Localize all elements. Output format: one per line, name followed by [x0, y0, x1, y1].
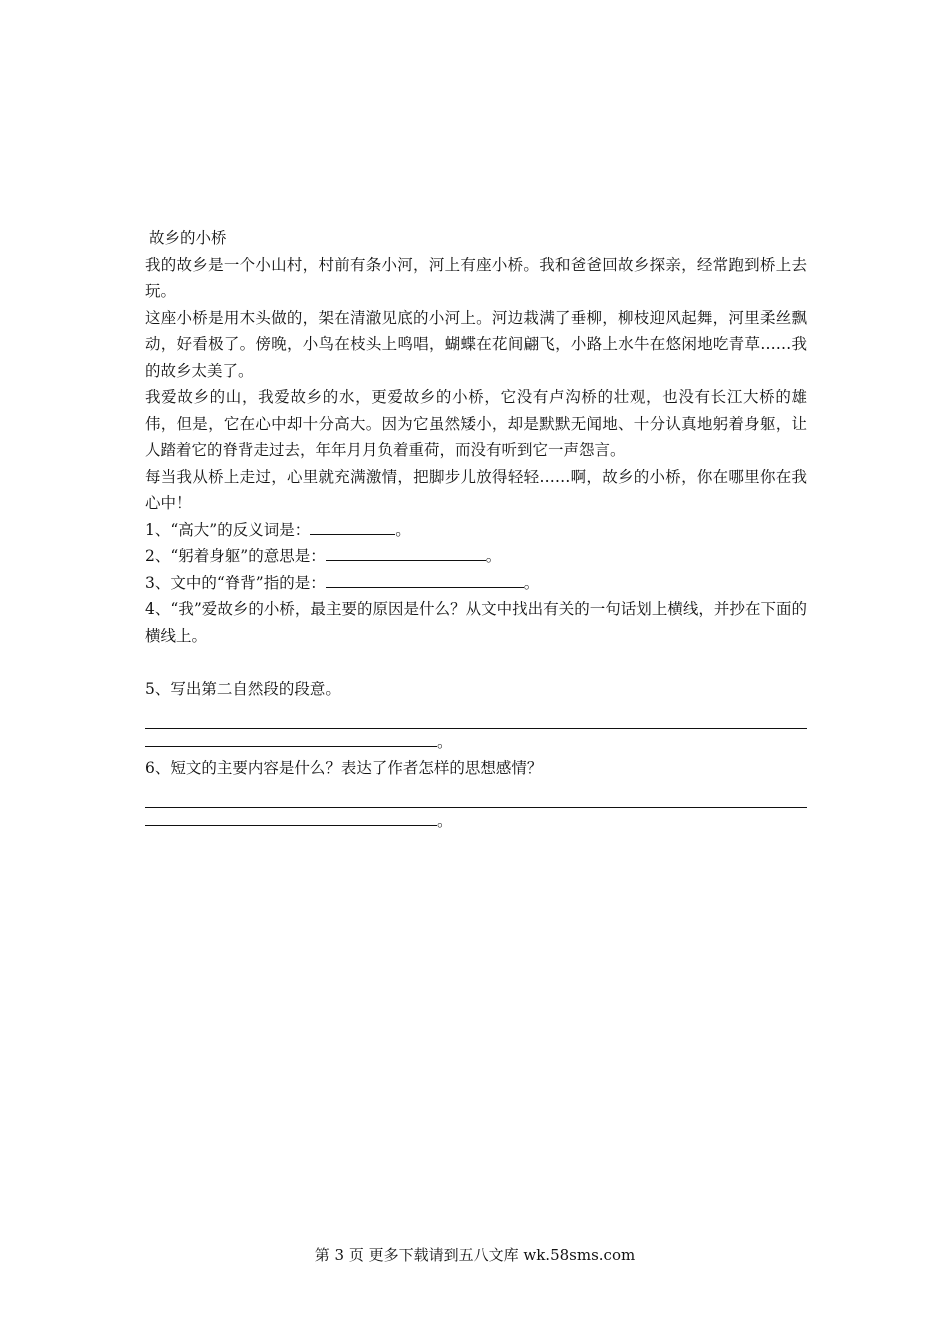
- question-1-text: 1、“高大”的反义词是：: [145, 520, 311, 539]
- answer-blank-2[interactable]: [326, 545, 486, 561]
- article-paragraph-3: 我爱故乡的山，我爱故乡的水，更爱故乡的小桥，它没有卢沟桥的壮观，也没有长江大桥的雄伟，但是，它在心中却十分高大。因为它虽然矮小，却是默默无闻地、十分认真地躬着身躯，让人踏着它的脊背走过去，年年月月负着重荷，而没有听到它一声怨言。: [145, 388, 807, 459]
- question-6: 6、短文的主要内容是什么？表达了作者怎样的思想感情？: [145, 759, 543, 777]
- spacer: [145, 649, 807, 676]
- question-2: [145, 543, 807, 570]
- question-3-end: 。: [523, 573, 540, 592]
- answer-line-6b[interactable]: [145, 810, 437, 826]
- answer-line-5b[interactable]: [145, 731, 437, 747]
- answer-blank-1[interactable]: [310, 519, 395, 535]
- question-3: [145, 570, 807, 597]
- article-paragraph-1: 我的故乡是一个小山村，村前有条小河，河上有座小桥。我和爸爸回故乡探亲，经常跑到桥上去玩。: [145, 255, 807, 300]
- answer-line-6b-end: 。: [437, 812, 453, 830]
- answer-line-5b-end: 。: [437, 732, 453, 751]
- question-1-end: 。: [395, 520, 411, 539]
- article-title: 故乡的小桥: [149, 229, 227, 247]
- question-2-end: 。: [485, 547, 502, 565]
- worksheet: [145, 225, 807, 835]
- question-1: [145, 517, 807, 544]
- answer-line-6b-row: [145, 808, 807, 835]
- question-3-text: 3、文中的“脊背”指的是：: [145, 573, 326, 592]
- answer-blank-3[interactable]: [326, 572, 524, 588]
- article-paragraph-4: 每当我从桥上走过，心里就充满激情，把脚步儿放得轻轻……啊，故乡的小桥，你在哪里你在我心中！: [145, 467, 807, 512]
- answer-line-5a[interactable]: [145, 702, 807, 729]
- article-paragraph-2: 这座小桥是用木头做的，架在清澈见底的小河上。河边栽满了垂柳，柳枝迎风起舞，河里柔丝飘动，好看极了。傍晚，小鸟在枝头上鸣唱，蝴蝶在花间翩飞，小路上水牛在悠闲地吃青草……我的故乡太美了。: [145, 308, 807, 380]
- question-4: 4、“我”爱故乡的小桥，最主要的原因是什么？从文中找出有关的一句话划上横线，并抄在下面的横线上。: [145, 600, 807, 645]
- page-footer: 第 3 页 更多下载请到五八文库 wk.58sms.com: [314, 1246, 636, 1264]
- answer-line-5b-row: [145, 729, 807, 756]
- question-2-text: 2、“躬着身躯”的意思是：: [145, 547, 326, 565]
- answer-line-6a[interactable]: [145, 782, 807, 809]
- question-5: 5、写出第二自然段的段意。: [145, 679, 341, 698]
